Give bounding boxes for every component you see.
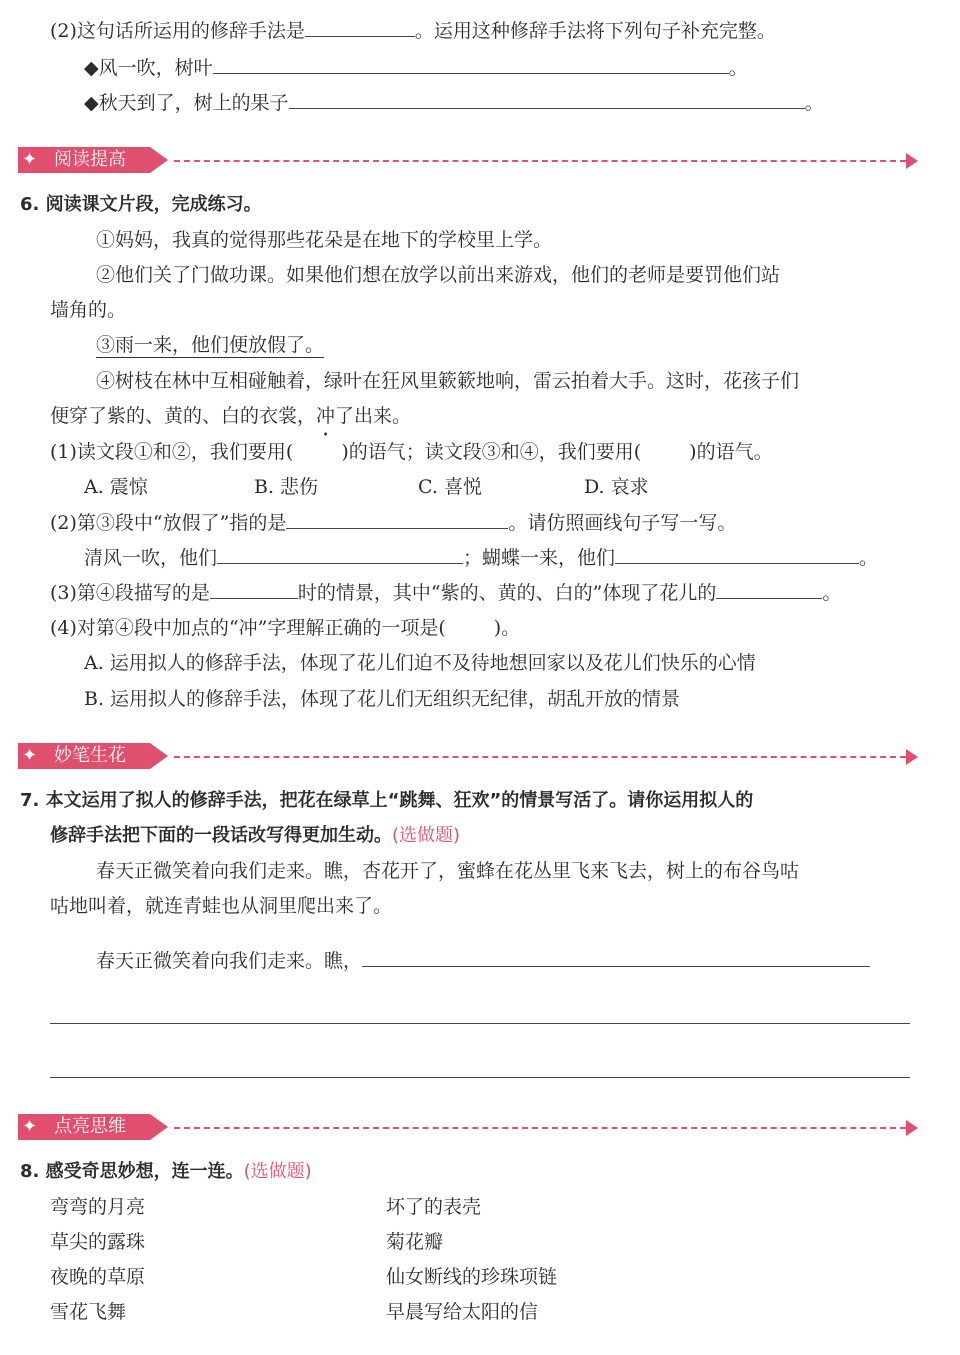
q6-para-2: ②他们关了门做功课。如果他们想在放学以前出来游戏，他们的老师是要罚他们站 [96, 264, 781, 286]
q5-sub2-line [50, 16, 776, 43]
q6-para-2-cont: 墙角的。 [50, 299, 127, 321]
answer-prefix: 春天正微笑着向我们走来。瞧， [96, 950, 363, 972]
section-title: 点亮思维 [54, 1116, 126, 1137]
sub1-text-a: (1)读文段①和②，我们要用( [50, 441, 294, 463]
sub4-option-b[interactable]: B. 运用拟人的修辞手法，体现了花儿们无组织无纪律，胡乱开放的情景 [84, 688, 681, 710]
option-d[interactable]: D. 哀求 [584, 476, 649, 498]
q5-sub2-prompt: (2)这句话所运用的修辞手法是 [50, 20, 305, 42]
sub1-text-b: )的语气；读文段③和④，我们要用( [341, 441, 642, 463]
imitate-text-b: ；蝴蝶一来，他们 [463, 547, 616, 569]
answer-blank[interactable] [286, 510, 508, 529]
optional-tag: (选做题) [392, 825, 461, 846]
section-banner-writing [18, 741, 918, 771]
q6-sub2-imitate [84, 543, 878, 570]
sub4-text-b: )。 [493, 617, 521, 639]
match-left-item[interactable]: 雪花飞舞 [50, 1301, 127, 1323]
q8-title [20, 1157, 312, 1183]
answer-line[interactable] [50, 1077, 910, 1078]
bullet-1-text: ◆风一吹，树叶 [84, 57, 213, 79]
q7-para-2: 咕地叫着，就连青蛙也从洞里爬出来了。 [50, 895, 393, 917]
bullet-line-2 [84, 88, 824, 115]
star-figure-icon: ✦ [22, 745, 38, 766]
dashed-divider [174, 756, 906, 758]
q6-para-1: ①妈妈，我真的觉得那些花朵是在地下的学校里上学。 [96, 229, 553, 251]
answer-blank[interactable] [289, 90, 805, 109]
answer-blank[interactable] [210, 580, 298, 599]
q6-para-4: ④树枝在林中互相碰触着，绿叶在狂风里簌簌地响，雷云拍着大手。这时，花孩子们 [96, 370, 800, 392]
section-title: 妙笔生花 [54, 745, 126, 766]
q6-sub2 [50, 508, 736, 535]
star-figure-icon: ✦ [22, 1116, 38, 1137]
q5-sub2-instruction: 。运用这种修辞手法将下列句子补充完整。 [414, 20, 776, 42]
answer-blank[interactable] [305, 18, 415, 37]
q7-title-text: 修辞手法把下面的一段话改写得更加生动。 [50, 825, 392, 846]
para-4-text-end: 了出来。 [335, 405, 412, 427]
answer-blank[interactable] [213, 55, 729, 74]
q6-para-3 [96, 330, 324, 357]
dashed-divider [174, 160, 906, 162]
underlined-sentence: ③雨一来，他们便放假了。 [96, 334, 325, 356]
answer-line[interactable] [50, 1023, 910, 1024]
match-left-item[interactable]: 夜晚的草原 [50, 1266, 146, 1288]
arrow-icon [906, 749, 918, 765]
match-right-item[interactable]: 菊花瓣 [386, 1231, 444, 1253]
arrow-icon [906, 1120, 918, 1136]
bullet-line-1 [84, 53, 748, 80]
period: 。 [822, 582, 842, 604]
bullet-2-text: ◆秋天到了，树上的果子 [84, 92, 289, 114]
q6-sub1 [50, 437, 773, 464]
q8-title-text: 8. 感受奇思妙想，连一连。 [20, 1161, 244, 1182]
option-a[interactable]: A. 震惊 [84, 476, 148, 498]
match-left-item[interactable]: 草尖的露珠 [50, 1231, 146, 1253]
section-title: 阅读提高 [54, 149, 126, 170]
arrow-icon [906, 153, 918, 169]
sub1-text-c: )的语气。 [689, 441, 773, 463]
answer-blank[interactable] [217, 545, 463, 564]
match-right-item[interactable]: 仙女断线的珍珠项链 [386, 1266, 558, 1288]
imitate-text-a: 清风一吹，他们 [84, 547, 218, 569]
sub3-text-a: (3)第④段描写的是 [50, 582, 210, 604]
match-left-item[interactable]: 弯弯的月亮 [50, 1196, 146, 1218]
q6-title: 6. 阅读课文片段，完成练习。 [20, 194, 262, 215]
dashed-divider [174, 1127, 906, 1129]
q7-para-1: 春天正微笑着向我们走来。瞧，杏花开了，蜜蜂在花丛里飞来飞去，树上的布谷鸟咕 [96, 860, 800, 882]
match-right-item[interactable]: 坏了的表壳 [386, 1196, 482, 1218]
sub2-text-b: 。请仿照画线句子写一写。 [508, 512, 737, 534]
match-right-item[interactable]: 早晨写给太阳的信 [386, 1301, 539, 1323]
answer-blank[interactable] [362, 948, 870, 967]
q7-title-line-2 [50, 821, 460, 847]
option-b[interactable]: B. 悲伤 [254, 476, 319, 498]
period: 。 [804, 92, 824, 114]
q6-sub3 [50, 578, 841, 605]
section-banner-reading [18, 145, 918, 175]
sub3-text-b: 时的情景，其中“紫的、黄的、白的”体现了花儿的 [297, 582, 717, 604]
answer-blank[interactable] [716, 580, 822, 599]
sub2-text-a: (2)第③段中“放假了”指的是 [50, 512, 287, 534]
sub4-text-a: (4)对第④段中加点的“冲”字理解正确的一项是( [50, 617, 446, 639]
period: 。 [859, 547, 879, 569]
period: 。 [728, 57, 748, 79]
q7-answer-start [96, 946, 870, 973]
dotted-char-chong: 冲 [316, 405, 336, 427]
q7-title-line-1: 7. 本文运用了拟人的修辞手法，把花在绿草上“跳舞、狂欢”的情景写活了。请你运用拟人的 [20, 790, 754, 811]
q6-sub4 [50, 613, 520, 640]
q6-para-4-cont [50, 401, 411, 428]
answer-blank[interactable] [615, 545, 859, 564]
section-banner-thinking [18, 1112, 918, 1142]
option-c[interactable]: C. 喜悦 [418, 476, 482, 498]
para-4-text: 便穿了紫的、黄的、白的衣裳， [50, 405, 317, 427]
star-figure-icon: ✦ [22, 149, 38, 170]
sub4-option-a[interactable]: A. 运用拟人的修辞手法，体现了花儿们迫不及待地想回家以及花儿们快乐的心情 [84, 652, 756, 674]
optional-tag: (选做题) [243, 1161, 312, 1182]
